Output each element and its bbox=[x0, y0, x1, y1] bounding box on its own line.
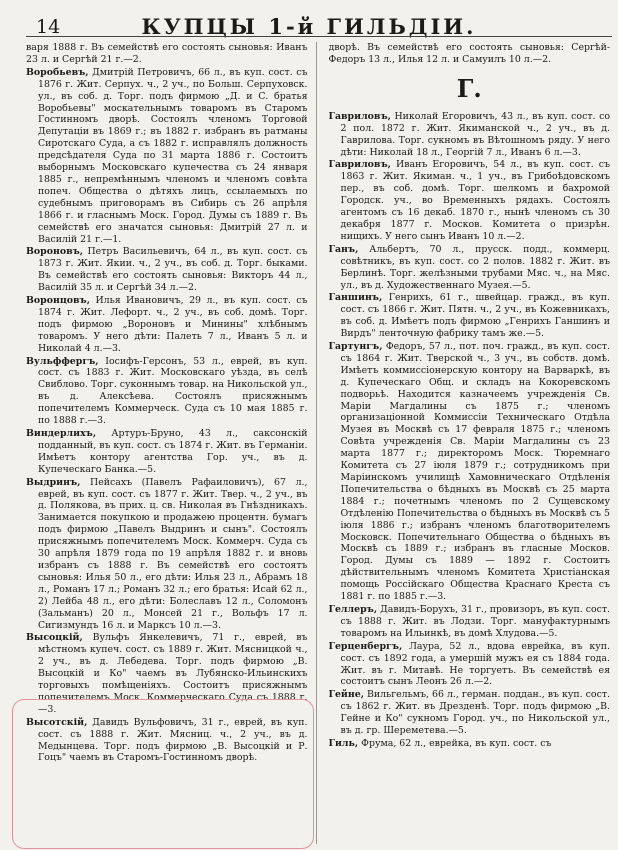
directory-entry bbox=[26, 356, 308, 427]
right-column-entries bbox=[329, 111, 611, 750]
directory-entry bbox=[329, 292, 611, 340]
directory-entry bbox=[26, 477, 308, 632]
entry-text: Вульфъ Янкелевичъ, 71 г., еврей, въ мѣстномъ купеч. сост. съ 1889 г. Жит. Мясницкой ч., 2 уч., въ д. Лебедева. Торг. подъ фирмою „В. Высоцкій и Ко" чаемъ въ Лубянско-Ильинскихъ торговыхъ помѣщеніяхъ. Состоитъ присяжнымъ попечителемъ Моск. Коммерческаго Суда съ 1888 г.—3. bbox=[38, 632, 308, 715]
directory-entry bbox=[26, 246, 308, 294]
directory-entry bbox=[26, 67, 308, 246]
directory-entry bbox=[26, 717, 308, 765]
entry-name: Гейне, bbox=[328, 689, 364, 701]
entry-text: Лаура, 52 л., вдова еврейка, въ куп. сост. съ 1892 года, а умершій мужъ ея съ 1884 года. Жит. въ г. Митавѣ. Не торгуетъ. Въ семействѣ ея состоитъ сынъ Леонъ 26 л.—2. bbox=[340, 640, 610, 688]
entry-name: Гавриловъ, bbox=[328, 159, 391, 171]
entry-name: Виндерлихъ, bbox=[26, 428, 97, 439]
directory-entry bbox=[329, 689, 611, 737]
entry-name: Вульффергъ, bbox=[26, 355, 99, 367]
entry-name: Воробьевъ, bbox=[26, 66, 89, 78]
entry-name: Гавриловъ, bbox=[328, 110, 391, 122]
directory-entry bbox=[26, 42, 308, 66]
entry-text: Петръ Васильевичъ, 64 л., въ куп. сост. съ 1873 г. Жит. Якии. ч., 2 уч., въ соб. д. Торг. быками. Въ семействѣ его состоять сыновья: Викторъ 44 л., Василій 35 л. и Сергѣй 34 л.—2. bbox=[38, 246, 308, 294]
directory-entry bbox=[26, 428, 308, 476]
directory-entry bbox=[329, 159, 611, 242]
entry-text: Федоръ, 57 л., пот. поч. гражд., въ куп. сост. съ 1864 г. Жит. Тверской ч., 3 уч., въ собств. домѣ. Имѣетъ коммиссіонерскую контору на Варваркѣ, въ д. Купеческаго Общ. и складъ на Кокоревскомъ подворьѣ. Находится казначеемъ учрежденія Св. Маріи Магдалины съ 1875 г.; членомъ организаціонной Коммиссіи Техническаго Отдѣла Музея въ Москвѣ съ 17 февраля 1875 г.; членомъ Совѣта учрежденія Св. Маріи Магдалины съ 23 марта 1877 г.; директоромъ Моск. Тюремнаго Комитета съ 27 іюля 1879 г.; сотрудникомъ при Маріинскомъ училищѣ Хамовническаго Отдѣленія Попечительства о бѣдныхъ въ Москвѣ съ 25 марта 1884 г.; почетнымъ членомъ по 2 Сущевскому Отдѣленію Попечительства о бѣдныхъ въ Москвѣ съ 5 іюля 1886 г.; избранъ членомъ благотворителемъ Московск. Попечительнаго Общества о бѣдныхъ въ Москвѣ съ 1889 г.; избранъ въ гласные Москов. Город. Думы съ 1889 — 1892 г. Состоитъ дѣйствительнымъ членомъ Комитета Христіанская помощь Россійскаго Общества Краснаго Креста съ 1881 г. по 1885 г.—3. bbox=[340, 341, 610, 603]
entry-name: Выдринъ, bbox=[26, 476, 81, 488]
directory-entry bbox=[26, 632, 308, 715]
directory-entry bbox=[329, 738, 611, 750]
left-column bbox=[26, 42, 317, 844]
right-column bbox=[329, 42, 611, 844]
page-number: 14 bbox=[36, 16, 61, 38]
entry-text: Генрихъ, 61 г., швейцар. гражд., въ куп. сост. съ 1866 г. Жит. Пятн. ч., 2 уч., въ Кожевникахъ, въ соб. д. Имѣетъ подъ фирмою „Генрихъ Ганшинъ и Вирдъ" ленточную фабрику тамъ же.—5. bbox=[340, 292, 610, 340]
directory-entry bbox=[329, 641, 611, 689]
entry-text: Давидъ Вульфовичъ, 31 г., еврей, въ куп. сост. съ 1888 г. Жит. Мясниц. ч., 2 уч., въ д. Медынцева. Торг. подъ фирмою „В. Высоцкій и Р. Гоцъ" чаемъ въ Старомъ-Гостинномъ дворѣ. bbox=[38, 716, 308, 764]
entry-text: Вильгельмъ, 66 л., герман. поддан., въ куп. сост. съ 1862 г. Жит. въ Дрезденѣ. Торг. подъ фирмою „В. Гейне и Ко" сукномъ Город. уч., по Никольской ул., въ д. гр. Шереметева.—5. bbox=[340, 689, 610, 737]
entry-name: Вороновъ, bbox=[26, 246, 84, 258]
entry-text: Иванъ Егоровичъ, 54 л., въ куп. сост. съ 1863 г. Жит. Якиман. ч., 1 уч., въ Грибоѣдовскомъ пер., въ соб. домѣ. Торг. шелкомъ и бахромой Городск. уч., во Временныхъ рядахъ. Состоялъ агентомъ съ 16 декаб. 1870 г., нынѣ членомъ съ 30 декабря 1877 г. Москов. Комитета о призрѣн. нищихъ. У него сынъ Иванъ 10 л.—2. bbox=[340, 159, 610, 242]
directory-entry bbox=[26, 295, 308, 355]
entry-text: Артуръ-Бруно, 43 л., саксонскій подданный, въ куп. сост. съ 1874 г. Жит. въ Германіи. Имѣетъ контору агентства Гор. уч., въ д. Купеческаго Банка.—5. bbox=[38, 428, 308, 475]
entry-text: варя 1888 г. Въ семействѣ его состоять сыновья: Иванъ 23 л. и Сергѣй 21 г.—2. bbox=[26, 42, 308, 65]
entry-text: Фрума, 62 л., еврейка, въ куп. сост. съ bbox=[361, 737, 552, 749]
header-rule bbox=[26, 36, 612, 37]
entry-continuation: дворѣ. Въ семействѣ его состоять сыновья: Сергѣй-Федоръ 13 л., Илья 12 л. и Самуилъ 10 л.—2. bbox=[328, 42, 610, 65]
entry-name: Гиль, bbox=[328, 737, 359, 749]
entry-text: Давидъ-Борухъ, 31 г., провизоръ, въ куп. сост. съ 1888 г. Жит. въ Лодзи. Торг. мануфактурнымъ товаромъ на Ильинкѣ, въ домѣ Хлудова.—5. bbox=[340, 603, 610, 639]
entry-text: Пейсахъ (Павелъ Рафаиловичъ), 67 л., еврей, въ куп. сост. съ 1877 г. Жит. Твер. ч., 2 уч., въ д. Полякова, въ прих. ц. св. Николая въ Гнѣздникахъ. Занимается покупкою и продажею процентн. бумагъ подъ фирмою „Павелъ Выдринъ и сынъ". Состоялъ присяжнымъ попечителемъ Моск. Коммерч. Суда съ 30 апрѣля 1879 года по 19 апрѣля 1882 г. и вновь избранъ съ 1888 г. Въ семействѣ его состоятъ сыновья: Илья 50 л., его дѣти: Илья 23 л., Абрамъ 18 л., Романъ 17 л.; Романъ 32 л.; его братья: Исай 62 л., 2) Лейба 48 л., его дѣти: Болеславъ 12 л., Соломонъ (Зальманъ) 20 л., Монсей 21 г., Вольфъ 17 л. Сигизмундъ 16 л. и Марксъ 10 л.—3. bbox=[38, 476, 308, 631]
directory-entry bbox=[329, 604, 611, 640]
running-head: КУПЦЫ 1-й ГИЛЬДІИ. bbox=[141, 14, 477, 39]
entry-text: Іосифъ-Герсонъ, 53 л., еврей, въ куп. сост. съ 1883 г. Жит. Московскаго уѣзда, въ селѣ Свиблово. Торг. суконнымъ товар. на Никольской ул., въ д. Алексѣева. Состоялъ присяжнымъ попечителемъ Коммерческ. Суда съ 10 мая 1885 г. по 1888 г.—3. bbox=[38, 355, 308, 427]
entry-name: Геллеръ, bbox=[328, 603, 378, 615]
entry-name: Гартунгъ, bbox=[328, 341, 383, 353]
directory-entry bbox=[329, 111, 611, 159]
entry-name: Высоцкій, bbox=[26, 632, 83, 644]
entry-name: Ганшинъ, bbox=[328, 292, 383, 304]
two-column-body bbox=[26, 42, 610, 844]
section-letter: Г. bbox=[456, 73, 482, 103]
directory-entry bbox=[329, 244, 611, 292]
entry-name: Высотскій, bbox=[26, 716, 88, 728]
entry-name: Воронцовъ, bbox=[26, 295, 90, 307]
entry-text: Николай Егоровичъ, 43 л., въ куп. сост. со 2 пол. 1872 г. Жит. Якиманской ч., 2 уч., въ д. Гаврилова. Торг. сукномъ въ Вѣтошномъ ряду. У него дѣти: Николай 18 л., Георгій 7 л., Иванъ 6 л.—3. bbox=[340, 110, 610, 158]
directory-entry bbox=[329, 341, 611, 603]
entry-text: Илья Ивановичъ, 29 л., въ куп. сост. съ 1874 г. Жит. Лефорт. ч., 2 уч., въ соб. домѣ. Торг. подъ фирмою „Вороновъ и Минины" хлѣбнымъ товаромъ. У него дѣти: Палеть 7 л., Иванъ 5 л. и Николай 4 л.—3. bbox=[38, 295, 308, 354]
entry-name: Ганъ, bbox=[328, 243, 359, 255]
entry-text: Дмитрій Петровичъ, 66 л., въ куп. сост. съ 1876 г. Жит. Серпух. ч., 2 уч., по Больш. Серпуховск. ул., въ соб. д. Торг. подъ фирмою „Д. и С. братья Воробьевы" москательнымъ товаромъ въ Старомъ Гостинномъ дворѣ. Состоялъ членомъ Торговой Депутаціи въ 1869 г.; въ 1882 г. избранъ въ ратманы Сиротскаго Суда, а съ 1882 г. исправлялъ должность предсѣдателя Суда по 31 марта 1886 г. Состоитъ выборнымъ Московскаго купечества съ 24 января 1885 г., непремѣннымъ членомъ и членомъ совѣта попеч. Общества о дѣтяхъ лицъ, ссылаемыхъ по судебнымъ приговорамъ въ Сибирь съ 26 апрѣля 1866 г. и гласнымъ Моск. Город. Думы съ 1889 г. Въ семействѣ его значатся сыновья: Дмитрій 27 л. и Василій 21 г.—1. bbox=[38, 66, 308, 245]
entry-text: Альбертъ, 70 л., прусск. подд., коммерц. совѣтникъ, въ куп. сост. со 2 полов. 1882 г. Жит. въ Берлинѣ. Торг. желѣзными трубами Мяс. ч., на Мяс. ул., въ д. Художественнаго Музея.—5. bbox=[340, 243, 610, 291]
entry-name: Герценбергъ, bbox=[328, 640, 403, 652]
